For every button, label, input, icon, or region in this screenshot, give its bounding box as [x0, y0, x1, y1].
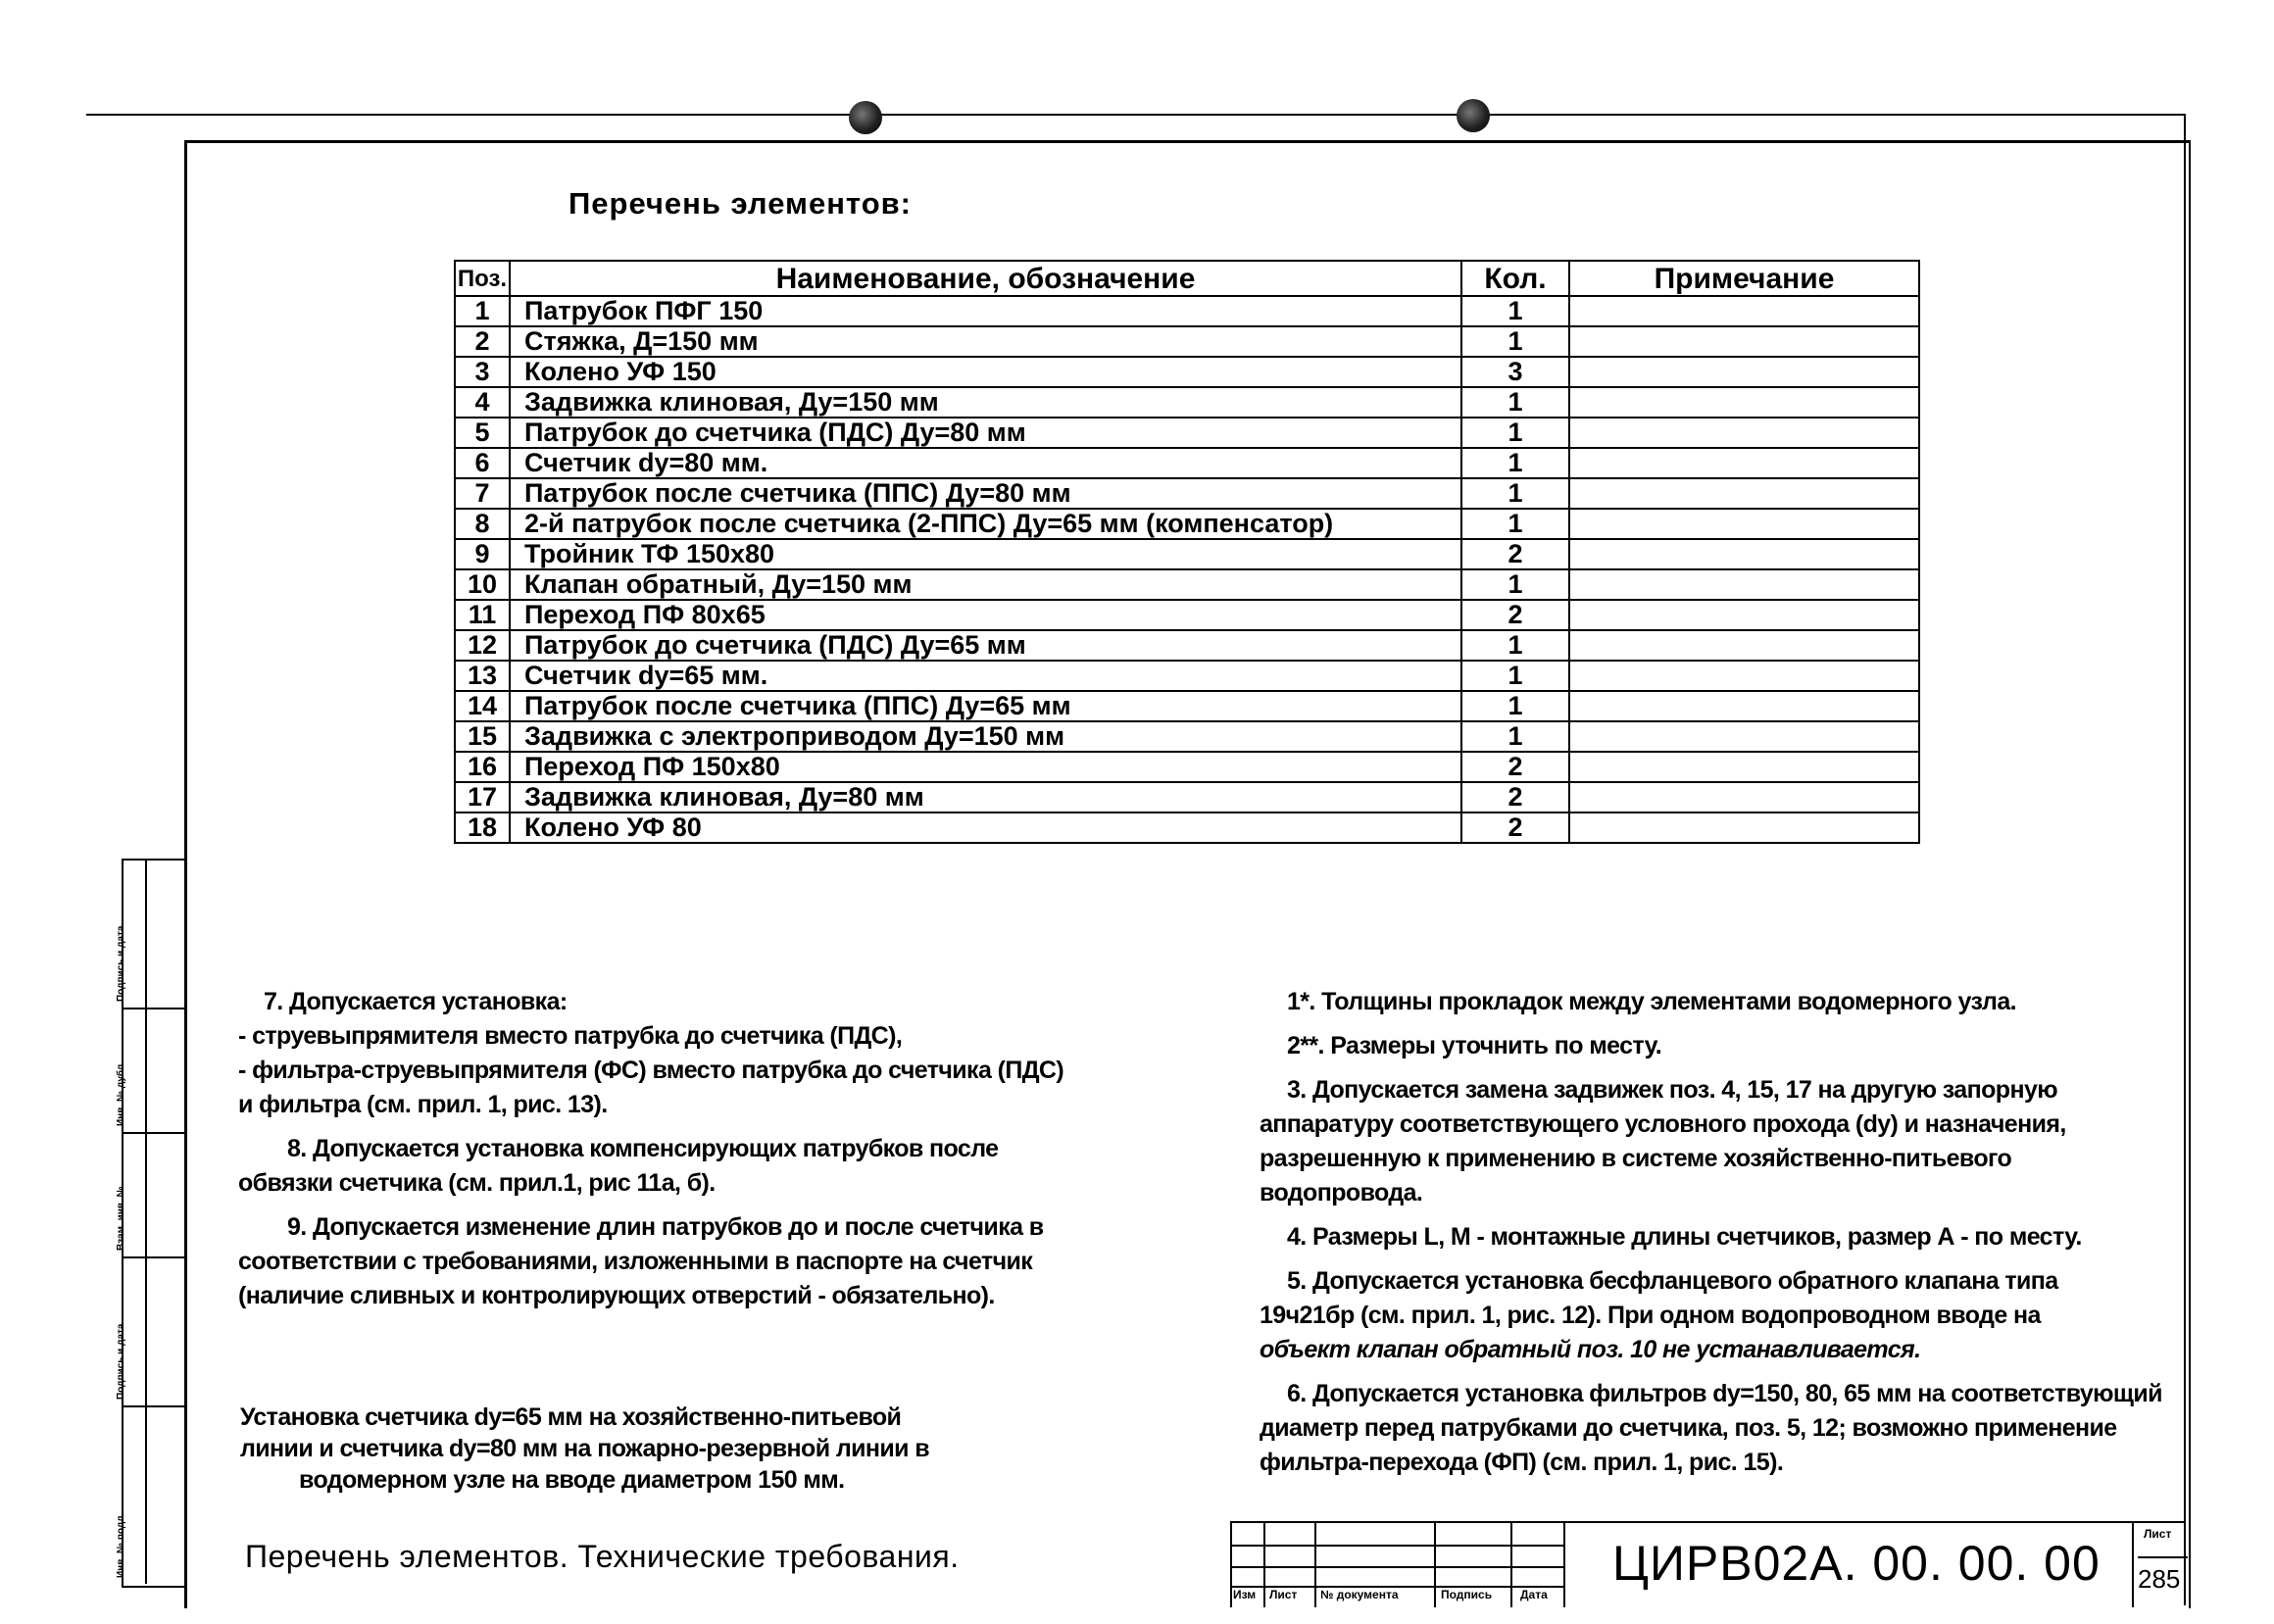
row-name: Патрубок после счетчика (ППС) Ду=80 мм — [510, 478, 1461, 509]
table-row — [455, 357, 1919, 387]
row-name: 2-й патрубок после счетчика (2-ППС) Ду=65 мм (компенсатор) — [510, 509, 1461, 539]
strip-cell-orig-inv: Инв. № подл. — [124, 1407, 184, 1584]
row-name: Клапан обратный, Ду=150 мм — [510, 569, 1461, 600]
row-qty: 1 — [1461, 509, 1569, 539]
row-note — [1569, 569, 1919, 600]
header-pos: Поз. — [455, 261, 510, 296]
row-note — [1569, 296, 1919, 326]
note-line: 4. Размеры L, М - монтажные длины счетчиков, размер А - по месту. — [1287, 1223, 2082, 1251]
row-note — [1569, 478, 1919, 509]
note-line: аппаратуру соответствующего условного прохода (dy) и назначения, — [1260, 1110, 2066, 1138]
table-row — [455, 387, 1919, 418]
row-name: Колено УФ 80 — [510, 812, 1461, 843]
table-row — [455, 326, 1919, 357]
table-row — [455, 569, 1919, 600]
row-qty: 1 — [1461, 387, 1569, 418]
note-line: разрешенную к применению в системе хозяйственно-питьевого водопровода. — [1260, 1145, 2012, 1206]
row-note — [1569, 448, 1919, 478]
header-qty: Кол. — [1461, 261, 1569, 296]
side-stamp-strip — [116, 859, 186, 1588]
note-line: 1*. Толщины прокладок между элементами водомерного узла. — [1287, 988, 2016, 1015]
row-pos: 5 — [455, 418, 510, 448]
row-note — [1569, 357, 1919, 387]
tb-label-sheet: Лист — [1269, 1588, 1298, 1601]
row-qty: 1 — [1461, 326, 1569, 357]
table-row — [455, 478, 1919, 509]
note-2 — [1260, 1029, 2171, 1063]
note-3 — [1260, 1073, 2171, 1210]
sheet-label: Лист — [2144, 1527, 2172, 1541]
row-note — [1569, 782, 1919, 812]
punch-hole-right — [1457, 99, 1490, 132]
note-9 — [238, 1210, 1101, 1313]
table-row — [455, 630, 1919, 661]
table-row — [455, 661, 1919, 691]
row-note — [1569, 630, 1919, 661]
row-name: Задвижка клиновая, Ду=80 мм — [510, 782, 1461, 812]
strip-cell-signature-date-2: Подпись и дата — [124, 1258, 184, 1407]
installation-caption — [240, 1402, 1044, 1496]
row-note — [1569, 752, 1919, 782]
row-note — [1569, 418, 1919, 448]
row-note — [1569, 600, 1919, 630]
table-row — [455, 691, 1919, 721]
document-code: ЦИРВ02А. 00. 00. 00 — [1612, 1536, 2101, 1591]
row-pos: 16 — [455, 752, 510, 782]
row-pos: 1 — [455, 296, 510, 326]
row-name: Счетчик dy=65 мм. — [510, 661, 1461, 691]
row-qty: 2 — [1461, 782, 1569, 812]
row-pos: 15 — [455, 721, 510, 752]
header-name: Наименование, обозначение — [510, 261, 1461, 296]
table-body — [455, 296, 1919, 843]
table-row — [455, 448, 1919, 478]
note-line: 2**. Размеры уточнить по месту. — [1287, 1032, 1662, 1059]
row-qty: 3 — [1461, 357, 1569, 387]
note-line: соответствии с требованиями, изложенными в паспорте на счетчик — [238, 1248, 1033, 1275]
table-row — [455, 812, 1919, 843]
row-qty: 1 — [1461, 418, 1569, 448]
row-pos: 6 — [455, 448, 510, 478]
note-line: обвязки счетчика (см. прил.1, рис 11а, б). — [238, 1169, 716, 1197]
sheet-box — [2132, 1523, 2188, 1607]
row-qty: 1 — [1461, 630, 1569, 661]
row-qty: 2 — [1461, 752, 1569, 782]
row-name: Задвижка клиновая, Ду=150 мм — [510, 387, 1461, 418]
row-note — [1569, 812, 1919, 843]
row-name: Колено УФ 150 — [510, 357, 1461, 387]
note-line: 19ч21бр (см. прил. 1, рис. 12). При одном водопроводном вводе на — [1260, 1302, 2041, 1329]
list-title: Перечень элементов: — [568, 186, 913, 221]
note-line: (наличие сливных и контролирующих отверстий - обязательно). — [238, 1282, 995, 1309]
row-note — [1569, 691, 1919, 721]
row-note — [1569, 661, 1919, 691]
note-line: 8. Допускается установка компенсирующих патрубков после — [287, 1135, 999, 1162]
table-row — [455, 509, 1919, 539]
row-name: Переход ПФ 150х80 — [510, 752, 1461, 782]
note-line: 6. Допускается установка фильтров dy=150, 80, 65 мм на соответствующий — [1287, 1380, 2162, 1407]
row-note — [1569, 387, 1919, 418]
row-pos: 14 — [455, 691, 510, 721]
row-pos: 18 — [455, 812, 510, 843]
row-name: Счетчик dy=80 мм. — [510, 448, 1461, 478]
note-line: 3. Допускается замена задвижек поз. 4, 15, 17 на другую запорную — [1287, 1076, 2058, 1104]
sheet-number: 285 — [2138, 1556, 2188, 1595]
row-name: Патрубок после счетчика (ППС) Ду=65 мм — [510, 691, 1461, 721]
note-line: фильтра-перехода (ФП) (см. прил. 1, рис. 15). — [1260, 1449, 1784, 1476]
note-8 — [238, 1132, 1101, 1201]
note-4 — [1260, 1220, 2171, 1255]
table-row — [455, 600, 1919, 630]
caption-line: линии и счетчика dy=80 мм на пожарно-резервной линии в — [240, 1435, 930, 1462]
strip-cell-replace-inv: Взам. инв. № — [124, 1134, 184, 1258]
note-1 — [1260, 985, 2171, 1019]
table-row — [455, 296, 1919, 326]
strip-cell-signature-date: Подпись и дата — [124, 861, 184, 1009]
note-line: - струевыпрямителя вместо патрубка до счетчика (ПДС), — [238, 1022, 903, 1050]
tb-label-doc: № документа — [1320, 1588, 1399, 1601]
row-name: Патрубок ПФГ 150 — [510, 296, 1461, 326]
left-notes — [238, 985, 1101, 1323]
strip-cell-dup-inv: Инв. № дубл. — [124, 1009, 184, 1134]
table-row — [455, 539, 1919, 569]
row-note — [1569, 509, 1919, 539]
row-pos: 17 — [455, 782, 510, 812]
row-pos: 8 — [455, 509, 510, 539]
row-qty: 1 — [1461, 691, 1569, 721]
note-5 — [1260, 1264, 2171, 1367]
row-name: Патрубок до счетчика (ПДС) Ду=80 мм — [510, 418, 1461, 448]
row-qty: 1 — [1461, 569, 1569, 600]
row-qty: 1 — [1461, 661, 1569, 691]
table-row — [455, 782, 1919, 812]
row-qty: 1 — [1461, 296, 1569, 326]
right-notes — [1260, 985, 2171, 1490]
note-line: объект клапан обратный поз. 10 не устанавливается. — [1260, 1336, 1921, 1363]
revision-grid — [1230, 1523, 1563, 1607]
row-name: Задвижка с электроприводом Ду=150 мм — [510, 721, 1461, 752]
table-header-row — [455, 261, 1919, 296]
note-line: 7. Допускается установка: — [264, 988, 568, 1015]
note-line: и фильтра (см. прил. 1, рис. 13). — [238, 1091, 608, 1118]
row-pos: 11 — [455, 600, 510, 630]
row-note — [1569, 721, 1919, 752]
row-pos: 13 — [455, 661, 510, 691]
table-row — [455, 752, 1919, 782]
note-line: 5. Допускается установка бесфланцевого обратного клапана типа — [1287, 1267, 2058, 1295]
caption-line: Установка счетчика dy=65 мм на хозяйственно-питьевой — [240, 1403, 902, 1431]
note-line: 9. Допускается изменение длин патрубков до и после счетчика в — [287, 1213, 1044, 1241]
row-qty: 1 — [1461, 721, 1569, 752]
punch-hole-left — [849, 101, 882, 134]
row-pos: 2 — [455, 326, 510, 357]
row-qty: 2 — [1461, 539, 1569, 569]
note-line: диаметр перед патрубками до счетчика, поз. 5, 12; возможно применение — [1260, 1414, 2117, 1442]
row-pos: 12 — [455, 630, 510, 661]
note-6 — [1260, 1377, 2171, 1480]
tb-label-signature: Подпись — [1441, 1588, 1493, 1601]
tb-label-date: Дата — [1520, 1588, 1548, 1601]
row-note — [1569, 326, 1919, 357]
row-qty: 1 — [1461, 478, 1569, 509]
caption-line: водомерном узле на вводе диаметром 150 мм. — [299, 1466, 845, 1494]
row-pos: 7 — [455, 478, 510, 509]
row-name: Тройник ТФ 150х80 — [510, 539, 1461, 569]
row-qty: 1 — [1461, 448, 1569, 478]
title-block — [1230, 1521, 2186, 1607]
note-line: - фильтра-струевыпрямителя (ФС) вместо патрубка до счетчика (ПДС) — [238, 1057, 1064, 1084]
row-qty: 2 — [1461, 812, 1569, 843]
table-row — [455, 418, 1919, 448]
row-name: Патрубок до счетчика (ПДС) Ду=65 мм — [510, 630, 1461, 661]
row-note — [1569, 539, 1919, 569]
elements-table — [454, 260, 1920, 844]
sheet-title: Перечень элементов. Технические требования. — [245, 1539, 960, 1574]
row-pos: 3 — [455, 357, 510, 387]
table-row — [455, 721, 1919, 752]
row-pos: 4 — [455, 387, 510, 418]
row-name: Стяжка, Д=150 мм — [510, 326, 1461, 357]
row-name: Переход ПФ 80х65 — [510, 600, 1461, 630]
row-pos: 9 — [455, 539, 510, 569]
note-7 — [238, 985, 1101, 1122]
row-qty: 2 — [1461, 600, 1569, 630]
tb-label-change: Изм — [1233, 1588, 1257, 1601]
row-pos: 10 — [455, 569, 510, 600]
header-note: Примечание — [1569, 261, 1919, 296]
